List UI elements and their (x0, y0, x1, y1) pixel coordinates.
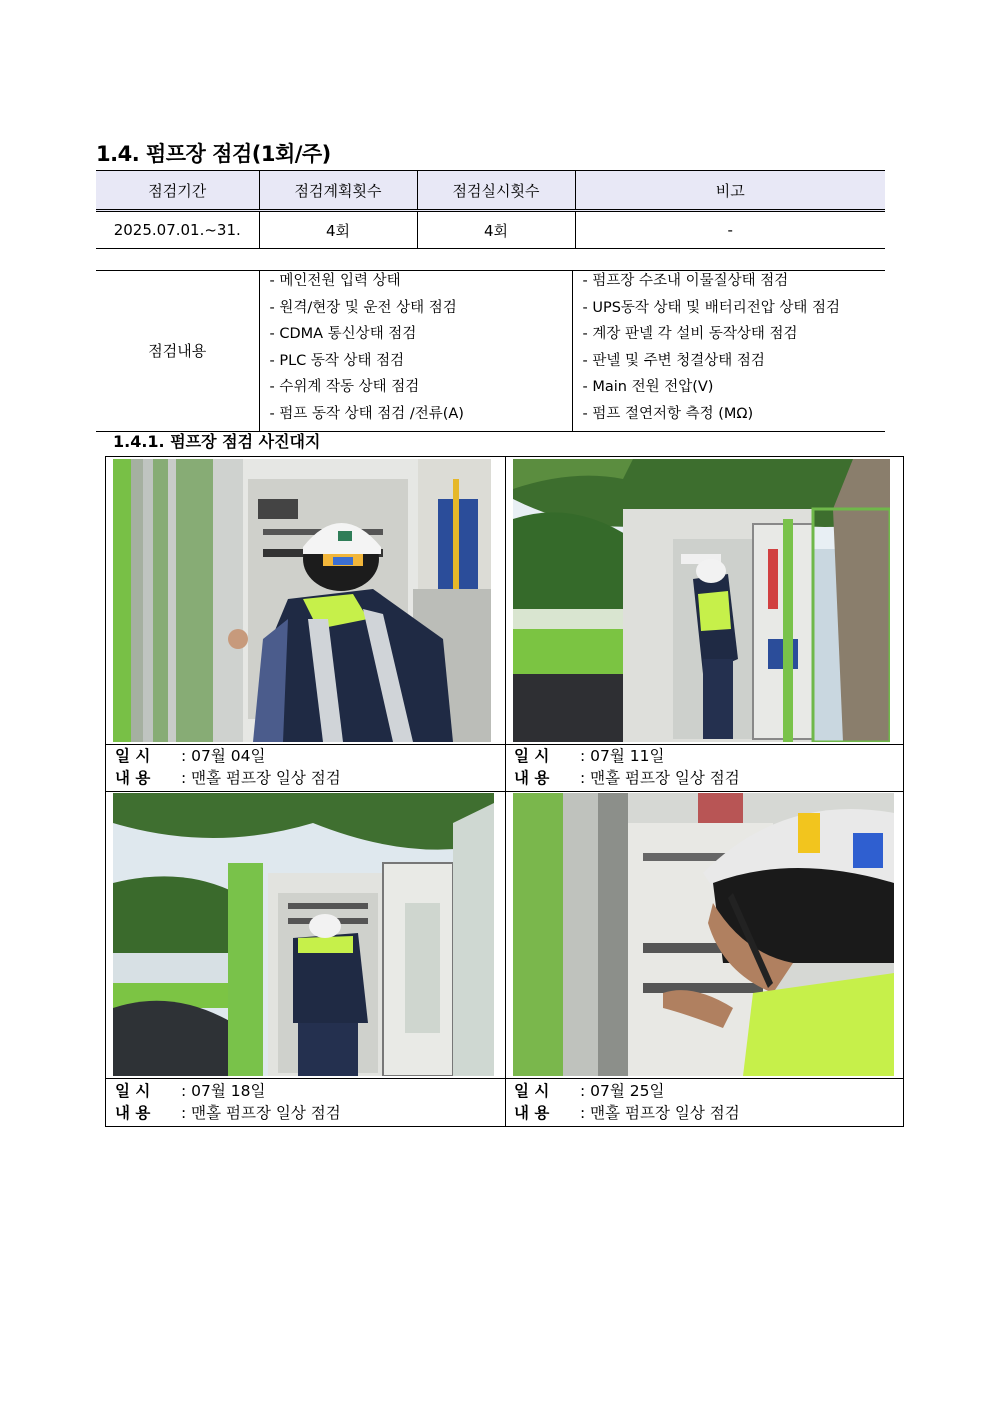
list-item: - 메인전원 입력 상태 (269, 273, 401, 289)
inspection-photo-3 (113, 793, 494, 1076)
cell-period: 2025.07.01.~31. (96, 211, 259, 249)
content-label: 내 용 (115, 769, 151, 787)
photo-content: : 맨홀 펌프장 일상 점검 (580, 769, 740, 787)
photo-content: : 맨홀 펌프장 일상 점검 (580, 1104, 740, 1122)
summary-header-row (96, 171, 885, 211)
section-title: 1.4. 펌프장 점검(1회/주) (96, 142, 331, 166)
header-planned: 점검계획횟수 (259, 171, 417, 211)
cell-planned: 4회 (259, 211, 417, 249)
grid-divider (106, 1078, 903, 1079)
list-item: - 판넬 및 주변 청결상태 점검 (582, 352, 765, 369)
summary-table (96, 170, 885, 249)
contents-left-column (259, 271, 572, 432)
grid-divider (106, 791, 903, 792)
list-item: - 펌프 절연저항 측정 (MΩ) (582, 405, 754, 422)
list-item: - 펌프 동작 상태 점검 /전류(A) (269, 405, 464, 422)
photo-section-title: 1.4.1. 펌프장 점검 사진대지 (113, 432, 321, 451)
photo-grid (105, 456, 904, 1127)
cell-performed: 4회 (417, 211, 575, 249)
photo-content: : 맨홀 펌프장 일상 점검 (181, 1104, 341, 1122)
header-remarks: 비고 (575, 171, 885, 211)
header-period: 점검기간 (96, 171, 259, 211)
photo-caption-2 (514, 745, 740, 789)
photo-caption-4 (514, 1080, 740, 1124)
photo-caption-3 (115, 1080, 341, 1124)
inspection-photo-4 (513, 793, 894, 1076)
list-item: - 원격/현장 및 운전 상태 점검 (269, 299, 457, 316)
list-item: - UPS동작 상태 및 배터리전압 상태 점검 (582, 299, 841, 316)
photo-date: : 07월 11일 (580, 747, 665, 765)
cell-remarks: - (575, 211, 885, 249)
list-item: - 계장 판넬 각 설비 동작상태 점검 (582, 326, 798, 343)
list-item: - PLC 동작 상태 점검 (269, 352, 405, 369)
photo-content: : 맨홀 펌프장 일상 점검 (181, 769, 341, 787)
contents-label: 점검내용 (96, 271, 259, 432)
summary-data-row (96, 211, 885, 249)
list-item: - Main 전원 전압(V) (582, 379, 714, 396)
content-label: 내 용 (115, 1104, 151, 1122)
inspection-photo-2 (513, 459, 890, 742)
list-item: - 펌프장 수조내 이물질상태 점검 (582, 273, 789, 289)
photo-date: : 07월 04일 (181, 747, 266, 765)
date-label: 일 시 (115, 1082, 151, 1100)
contents-right-column (572, 271, 885, 432)
content-label: 내 용 (514, 769, 550, 787)
inspection-photo-1 (113, 459, 491, 742)
date-label: 일 시 (514, 747, 550, 765)
date-label: 일 시 (115, 747, 151, 765)
date-label: 일 시 (514, 1082, 550, 1100)
photo-date: : 07월 18일 (181, 1082, 266, 1100)
photo-date: : 07월 25일 (580, 1082, 665, 1100)
photo-caption-1 (115, 745, 341, 789)
list-item: - 수위계 작동 상태 점검 (269, 379, 420, 396)
content-label: 내 용 (514, 1104, 550, 1122)
header-performed: 점검실시횟수 (417, 171, 575, 211)
inspection-contents-table (96, 270, 885, 432)
list-item: - CDMA 통신상태 점검 (269, 326, 417, 343)
